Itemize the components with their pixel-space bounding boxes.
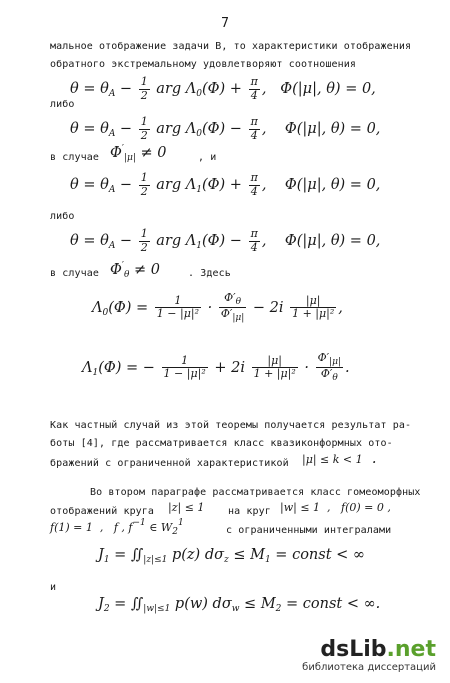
watermark-tagline: библиотека диссертаций — [302, 662, 436, 673]
watermark-logo-main: dsLib — [320, 637, 387, 662]
text-paragraph-line-2: боты [4], где рассматривается класс квазиконформных ото- — [50, 438, 393, 449]
formula-3: $\theta = \theta_A$ − $\frac{1}{2}$ arg $\Lambda_1(\Phi)$ + $\frac{\pi}{4}$ , Φ(|μ|, θ) = 0, — [70, 171, 381, 198]
text-case-2-tail: . Здесь — [188, 268, 231, 279]
page-number: 7 — [221, 16, 229, 31]
formula-case-2: $\Phi'_\theta \ne 0$ — [110, 261, 160, 280]
text-paragraph-line-1: Как частный случай из этой теоремы получается результат ра- — [50, 420, 412, 431]
text-libo-1: либо — [50, 99, 75, 110]
formula-1: $\theta = \theta_A$ − $\frac{1}{2}$ arg $\Lambda_0(\Phi)$ + $\frac{\pi}{4}$ , Φ(|μ|, θ) = 0, — [70, 75, 376, 102]
formula-inline-f: f(1) = 1 , f , $f^{-1}$ ∈ $W_2^1$ — [50, 518, 184, 537]
formula-inline-mu: |μ| ≤ k < 1 . — [302, 451, 377, 467]
text-case-1-label: в случае — [50, 152, 99, 163]
formula-case-1: $\Phi'_{|\mu|} \ne 0$ — [110, 144, 167, 163]
text-paragraph-line-6: с ограниченными интегралами — [226, 525, 392, 536]
text-line-2: обратного экстремальному удовлетворяют соотношения — [50, 59, 357, 70]
watermark-logo-suffix: .net — [386, 637, 436, 662]
formula-integral-1: $J_1$ = $∬_{|z|\le 1}$ p(z) $d\sigma_z \le M_1$ = const < ∞ — [98, 547, 365, 565]
text-case-1 — [50, 152, 99, 163]
text-case-1-tail: , и — [198, 152, 217, 163]
text-paragraph-line-3: бражений с ограниченной характеристикой — [50, 458, 289, 469]
text-paragraph-line-5b: на круг — [228, 506, 271, 517]
text-paragraph-line-4: Во втором параграфе рассматривается класс гомеоморфных — [90, 487, 421, 498]
formula-2: $\theta = \theta_A$ − $\frac{1}{2}$ arg $\Lambda_0(\Phi)$ − $\frac{\pi}{4}$ , Φ(|μ|, θ) = 0, — [70, 115, 381, 142]
formula-4: $\theta = \theta_A$ − $\frac{1}{2}$ arg $\Lambda_1(\Phi)$ − $\frac{\pi}{4}$ , Φ(|μ|, θ) = 0, — [70, 227, 381, 254]
formula-inline-w: |w| ≤ 1 , f(0) = 0 , — [280, 501, 391, 514]
text-paragraph-line-5a: отображений круга — [50, 506, 155, 517]
formula-inline-z: |z| ≤ 1 — [168, 501, 205, 514]
formula-lambda-1: $\Lambda_1(\Phi)$ = − $\frac{1}{\text{1 − |μ|²}}$ + 2i $\frac{|\mu|}{\text{1 + |μ|²}}$ · $\frac{\Phi'_{|\mu|}}{\Phi'_\theta}$ . — [82, 351, 350, 384]
watermark-logo — [302, 637, 436, 662]
watermark — [302, 637, 436, 673]
text-line-1: мальное отображение задачи B, то характеристики отображения — [50, 41, 412, 52]
text-libo-2: либо — [50, 211, 75, 222]
text-case-2: в случае — [50, 268, 99, 279]
formula-integral-2: $J_2$ = $∬_{|w|\le 1}$ p(w) $d\sigma_w \le M_2$ = const < ∞. — [98, 596, 381, 614]
text-and: и — [50, 582, 57, 593]
formula-lambda-0: $\Lambda_0(\Phi)$ = $\frac{1}{\text{1 − |μ|²}}$ · $\frac{\Phi'_\theta}{\Phi'_{|\mu|}}$ − 2i $\frac{|\mu|}{\text{1 + |μ|²}}$ , — [92, 291, 343, 324]
